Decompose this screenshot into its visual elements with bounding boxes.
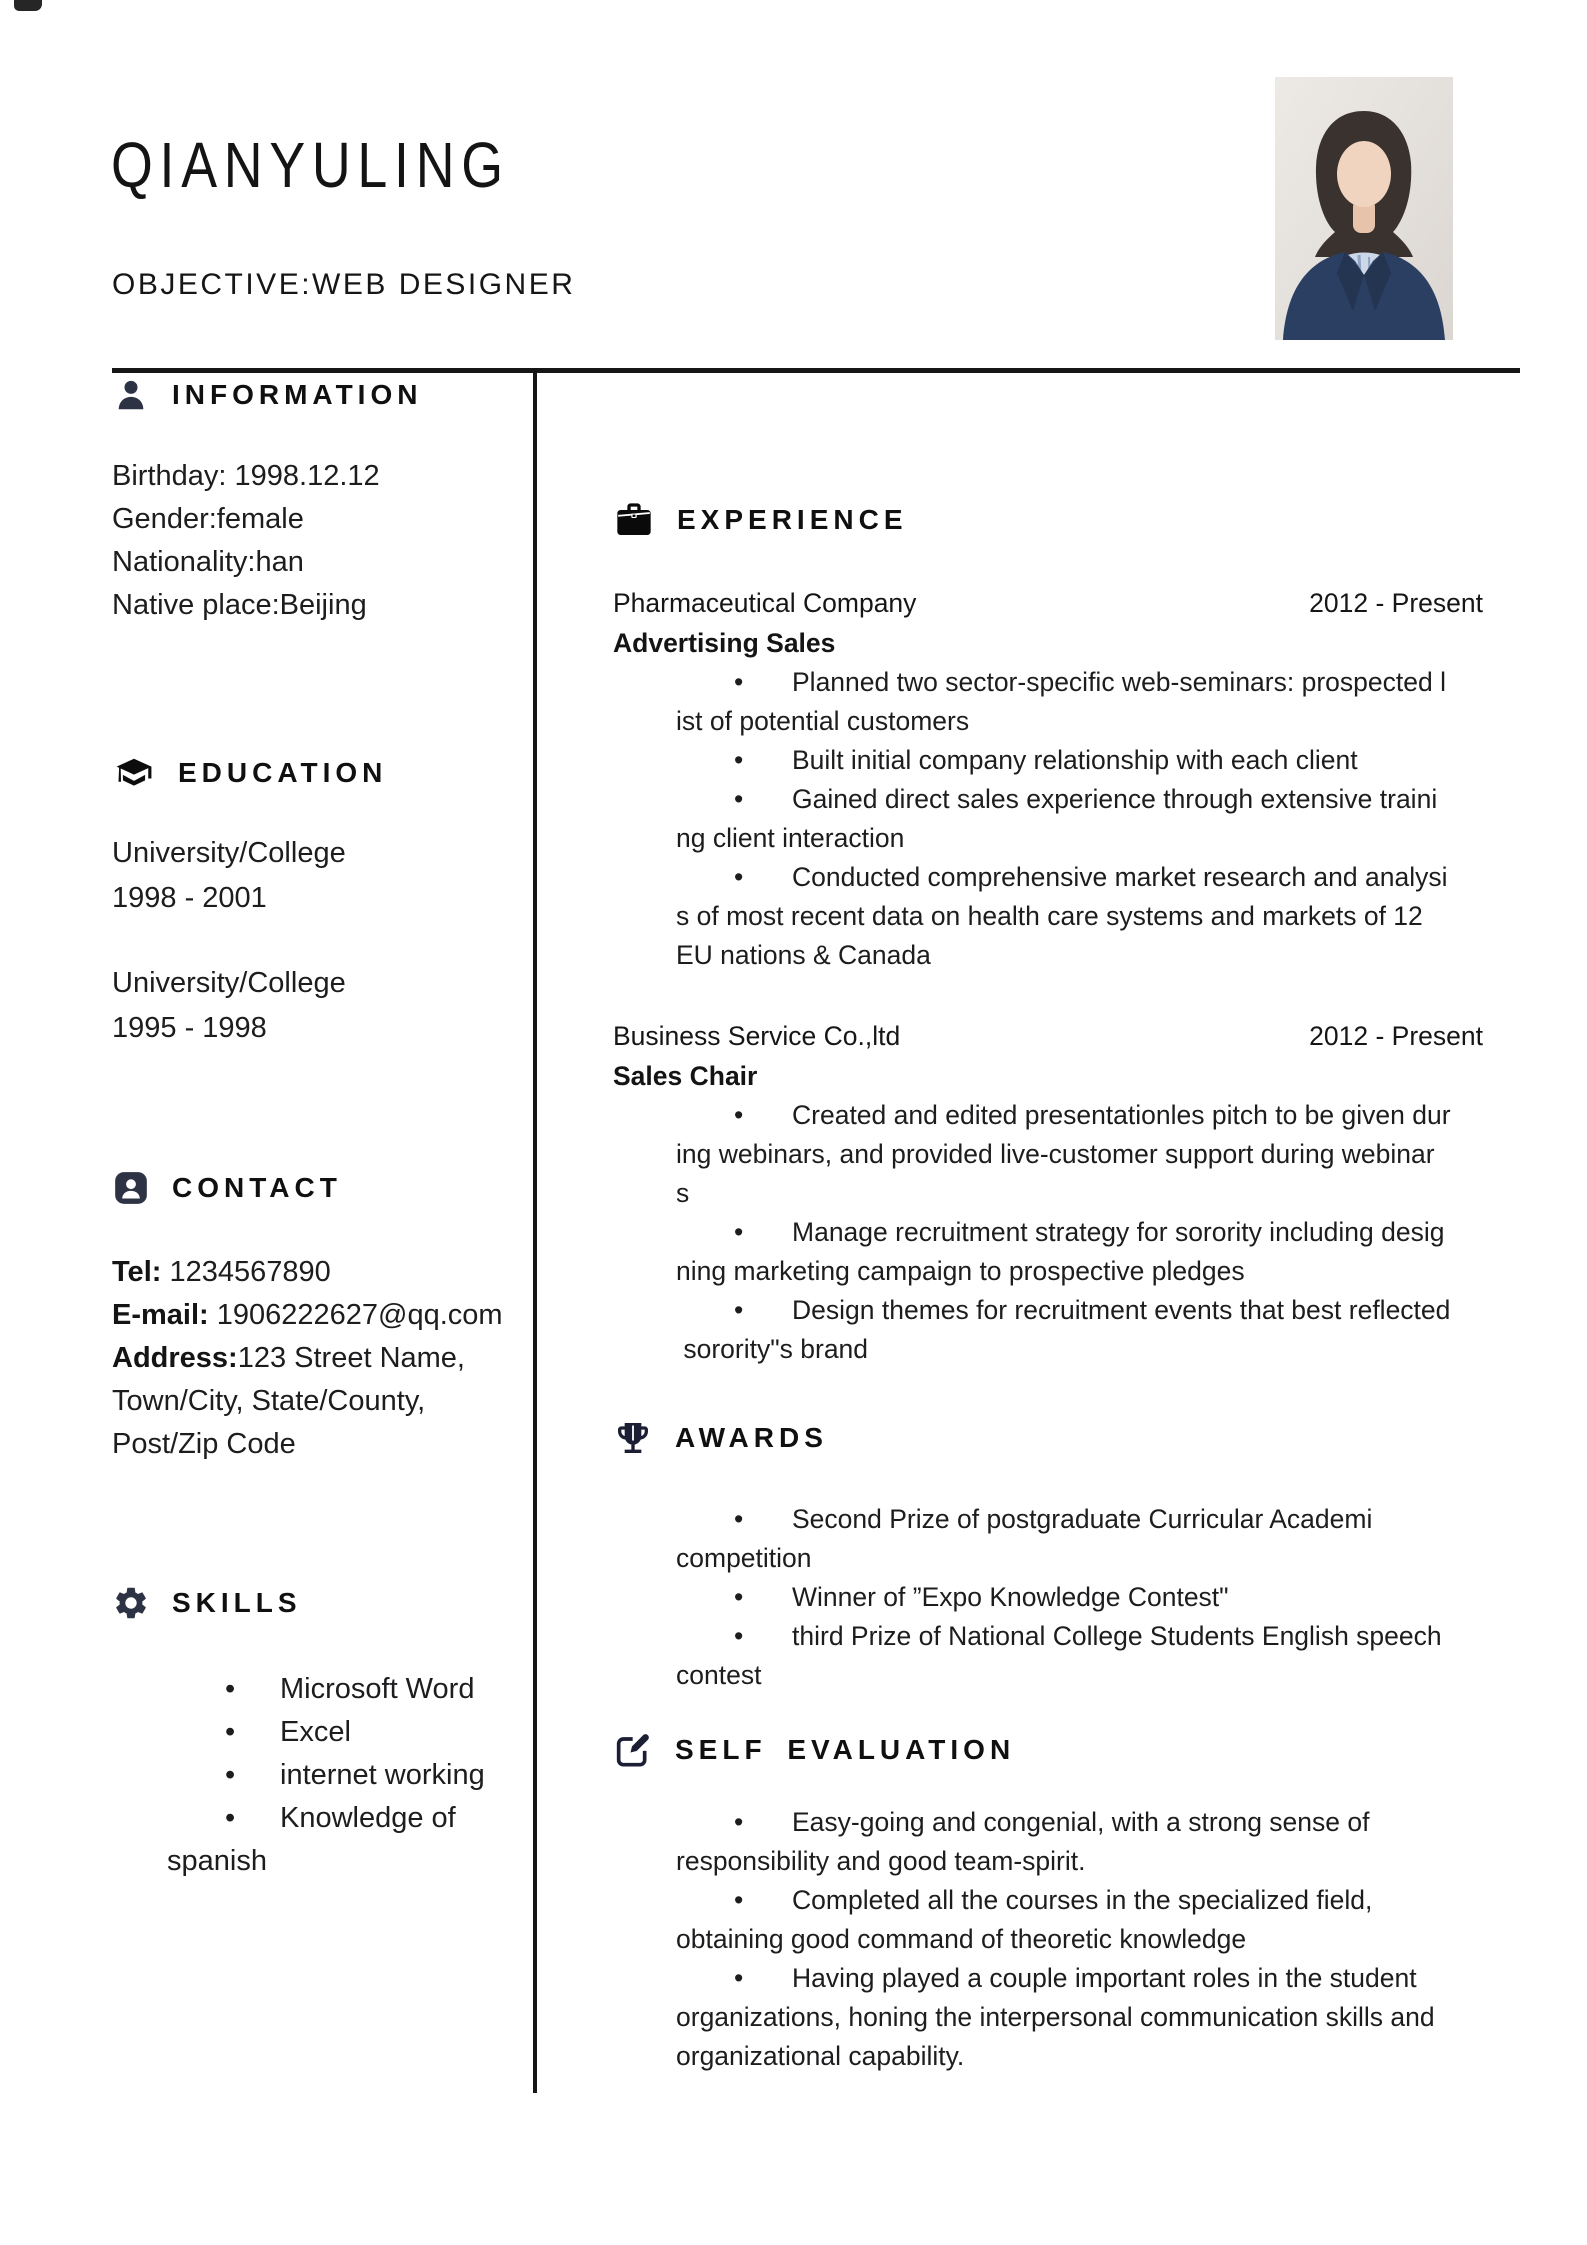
job-role: Sales Chair	[613, 1061, 758, 1091]
bullet-line: ing webinars, and provided live-customer support during webinar	[676, 1139, 1435, 1169]
experience-job	[613, 583, 1483, 975]
profile-photo	[1275, 77, 1453, 340]
section-information-header	[112, 373, 517, 417]
job-role: Advertising Sales	[613, 628, 836, 658]
self-evaluation-line: • Completed all the courses in the specialized field,	[613, 1881, 1483, 1920]
bullet-line: • Design themes for recruitment events that best reflected	[613, 1291, 1483, 1330]
contact-card-icon	[112, 1169, 150, 1207]
school-name: University/College	[112, 837, 346, 869]
bullet-line: sorority"s brand	[676, 1334, 869, 1364]
self-evaluation-line: • Having played a couple important roles in the student	[613, 1959, 1483, 1998]
information-item: Gender:female	[112, 503, 304, 535]
bullet-line: • Gained direct sales experience through extensive traini	[613, 780, 1483, 819]
page-title: QIANYULING	[111, 129, 510, 201]
bullet-line: ist of potential customers	[676, 706, 970, 736]
job-header	[613, 1016, 1483, 1056]
award-line: contest	[676, 1660, 762, 1690]
skill-line: • Excel	[112, 1711, 517, 1754]
self-evaluation-line: organizational capability.	[676, 2041, 965, 2071]
contact-tel: Tel: 1234567890	[112, 1256, 331, 1288]
section-education-header	[112, 751, 517, 795]
skills-list	[112, 1668, 517, 1883]
information-list	[112, 455, 517, 627]
corner-mark	[14, 0, 42, 11]
school-years: 1998 - 2001	[112, 882, 267, 914]
section-title: INFORMATION	[172, 379, 423, 410]
experience-job	[613, 1016, 1483, 1369]
contact-address-line3: Post/Zip Code	[112, 1428, 296, 1460]
bullet-line: • Conducted comprehensive market research and analysi	[613, 858, 1483, 897]
bullet-line: s	[676, 1178, 690, 1208]
skill-line: • Knowledge of	[112, 1797, 517, 1840]
company-name: Pharmaceutical Company	[613, 588, 917, 618]
award-line: • third Prize of National College Students English speech	[613, 1617, 1483, 1656]
section-title: SELF EVALUATION	[675, 1734, 1016, 1765]
school-name: University/College	[112, 967, 346, 999]
award-line: competition	[676, 1543, 812, 1573]
contact-list	[112, 1251, 517, 1466]
job-dates: 2012 - Present	[1309, 1021, 1483, 1051]
gear-icon	[112, 1584, 150, 1622]
self-evaluation-line: responsibility and good team-spirit.	[676, 1846, 1086, 1876]
section-title: EXPERIENCE	[677, 504, 908, 535]
section-contact-header	[112, 1166, 517, 1210]
column-divider-line	[533, 368, 537, 2093]
education-list	[112, 831, 517, 1051]
section-skills-header	[112, 1581, 517, 1625]
self-evaluation-list	[613, 1803, 1483, 2076]
portrait-illustration	[1275, 77, 1453, 340]
contact-address: Address:123 Street Name,	[112, 1342, 465, 1374]
section-awards-header	[613, 1416, 1483, 1460]
job-header	[613, 583, 1483, 623]
bullet-line: ng client interaction	[676, 823, 905, 853]
bullet-line: ning marketing campaign to prospective pledges	[676, 1256, 1245, 1286]
section-title: CONTACT	[172, 1172, 342, 1203]
trophy-icon	[613, 1418, 653, 1458]
company-name: Business Service Co.,ltd	[613, 1021, 901, 1051]
bullet-line: • Planned two sector-specific web-seminars: prospected l	[613, 663, 1483, 702]
self-evaluation-line: • Easy-going and congenial, with a strong sense of	[613, 1803, 1483, 1842]
award-line: • Winner of ”Expo Knowledge Contest"	[613, 1578, 1483, 1617]
information-item: Native place:Beijing	[112, 589, 367, 621]
graduation-cap-icon	[112, 754, 156, 792]
education-entry	[112, 961, 517, 1051]
bullet-line: s of most recent data on health care systems and markets of 12	[676, 901, 1423, 931]
education-entry	[112, 831, 517, 921]
self-evaluation-line: obtaining good command of theoretic knowledge	[676, 1924, 1247, 1954]
awards-list	[613, 1500, 1483, 1695]
skill-line: • Microsoft Word	[112, 1668, 517, 1711]
award-line: • Second Prize of postgraduate Curricular Academi	[613, 1500, 1483, 1539]
section-title: EDUCATION	[178, 757, 388, 788]
self-evaluation-line: organizations, honing the interpersonal communication skills and	[676, 2002, 1435, 2032]
contact-address-line2: Town/City, State/County,	[112, 1385, 426, 1417]
bullet-line: • Manage recruitment strategy for sorority including desig	[613, 1213, 1483, 1252]
section-title: SKILLS	[172, 1587, 302, 1618]
job-bullets	[613, 1096, 1483, 1369]
briefcase-icon	[613, 500, 655, 540]
section-self-evaluation-header	[613, 1728, 1483, 1772]
job-bullets	[613, 663, 1483, 975]
bullet-line: • Built initial company relationship with each client	[613, 741, 1483, 780]
section-experience-header	[613, 498, 1483, 542]
person-icon	[112, 376, 150, 414]
job-dates: 2012 - Present	[1309, 588, 1483, 618]
information-item: Nationality:han	[112, 546, 304, 578]
pencil-icon	[613, 1730, 653, 1770]
section-title: AWARDS	[675, 1422, 828, 1453]
information-item: Birthday: 1998.12.12	[112, 460, 380, 492]
bullet-line: • Created and edited presentationles pitch to be given dur	[613, 1096, 1483, 1135]
skill-line: spanish	[167, 1845, 267, 1877]
left-column	[112, 373, 517, 1883]
objective-line: OBJECTIVE:WEB DESIGNER	[112, 268, 576, 301]
school-years: 1995 - 1998	[112, 1012, 267, 1044]
right-column	[613, 373, 1483, 2076]
skill-line: • internet working	[112, 1754, 517, 1797]
bullet-line: EU nations & Canada	[676, 940, 931, 970]
contact-email: E-mail: 1906222627@qq.com	[112, 1299, 503, 1331]
